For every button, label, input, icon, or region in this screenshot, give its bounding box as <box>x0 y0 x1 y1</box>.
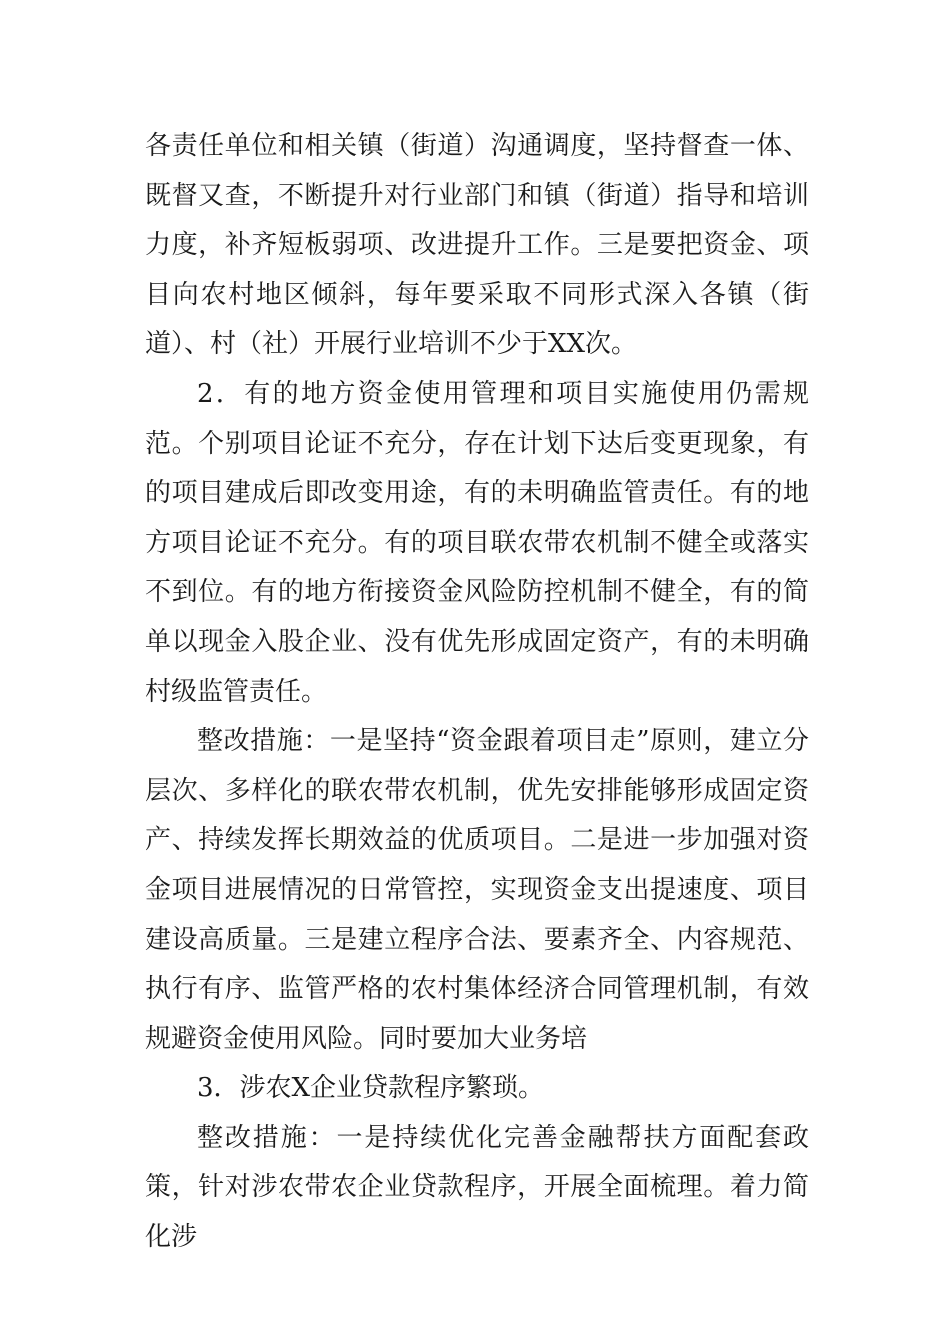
paragraph-item-3: 3．涉农X企业贷款程序繁琐。 <box>197 1073 545 1104</box>
paragraph-item-2: 2．有的地方资金使用管理和项目实施使用仍需规范。个别项目论证不充分，存在计划下达后变更现象，有的项目建成后即改变用途，有的未明确监管责任。有的地方项目论证不充分。有的项目联农带农机制不健全或落实不到位。有的地方衔接资金风险防控机制不健全，有的简单以现金入股企业、没有优先形成固定资产，有的未明确村级监管责任。 <box>145 378 809 707</box>
paragraph-rectification-2: 整改措施：一是坚持“资金跟着项目走”原则，建立分层次、多样化的联农带农机制，优先安排能够形成固定资产、持续发挥长期效益的优质项目。二是进一步加强对资金项目进展情况的日常管控，实现资金支出提速度、项目建设高质量。三是建立程序合法、要素齐全、内容规范、执行有序、监管严格的农村集体经济合同管理机制，有效规避资金使用风险。同时要加大业务培 <box>145 726 809 1054</box>
paragraph-continuation: 各责任单位和相关镇（街道）沟通调度，坚持督查一体、既督又查，不断提升对行业部门和镇（街道）指导和培训力度，补齐短板弱项、改进提升工作。三是要把资金、项目向农村地区倾斜，每年要采取不同形式深入各镇（街道）、村（社）开展行业培训不少于XX次。 <box>145 131 809 360</box>
paragraph-rectification-3: 整改措施：一是持续优化完善金融帮扶方面配套政策，针对涉农带农企业贷款程序，开展全面梳理。着力简化涉 <box>145 1122 809 1253</box>
document-body <box>145 122 809 1263</box>
